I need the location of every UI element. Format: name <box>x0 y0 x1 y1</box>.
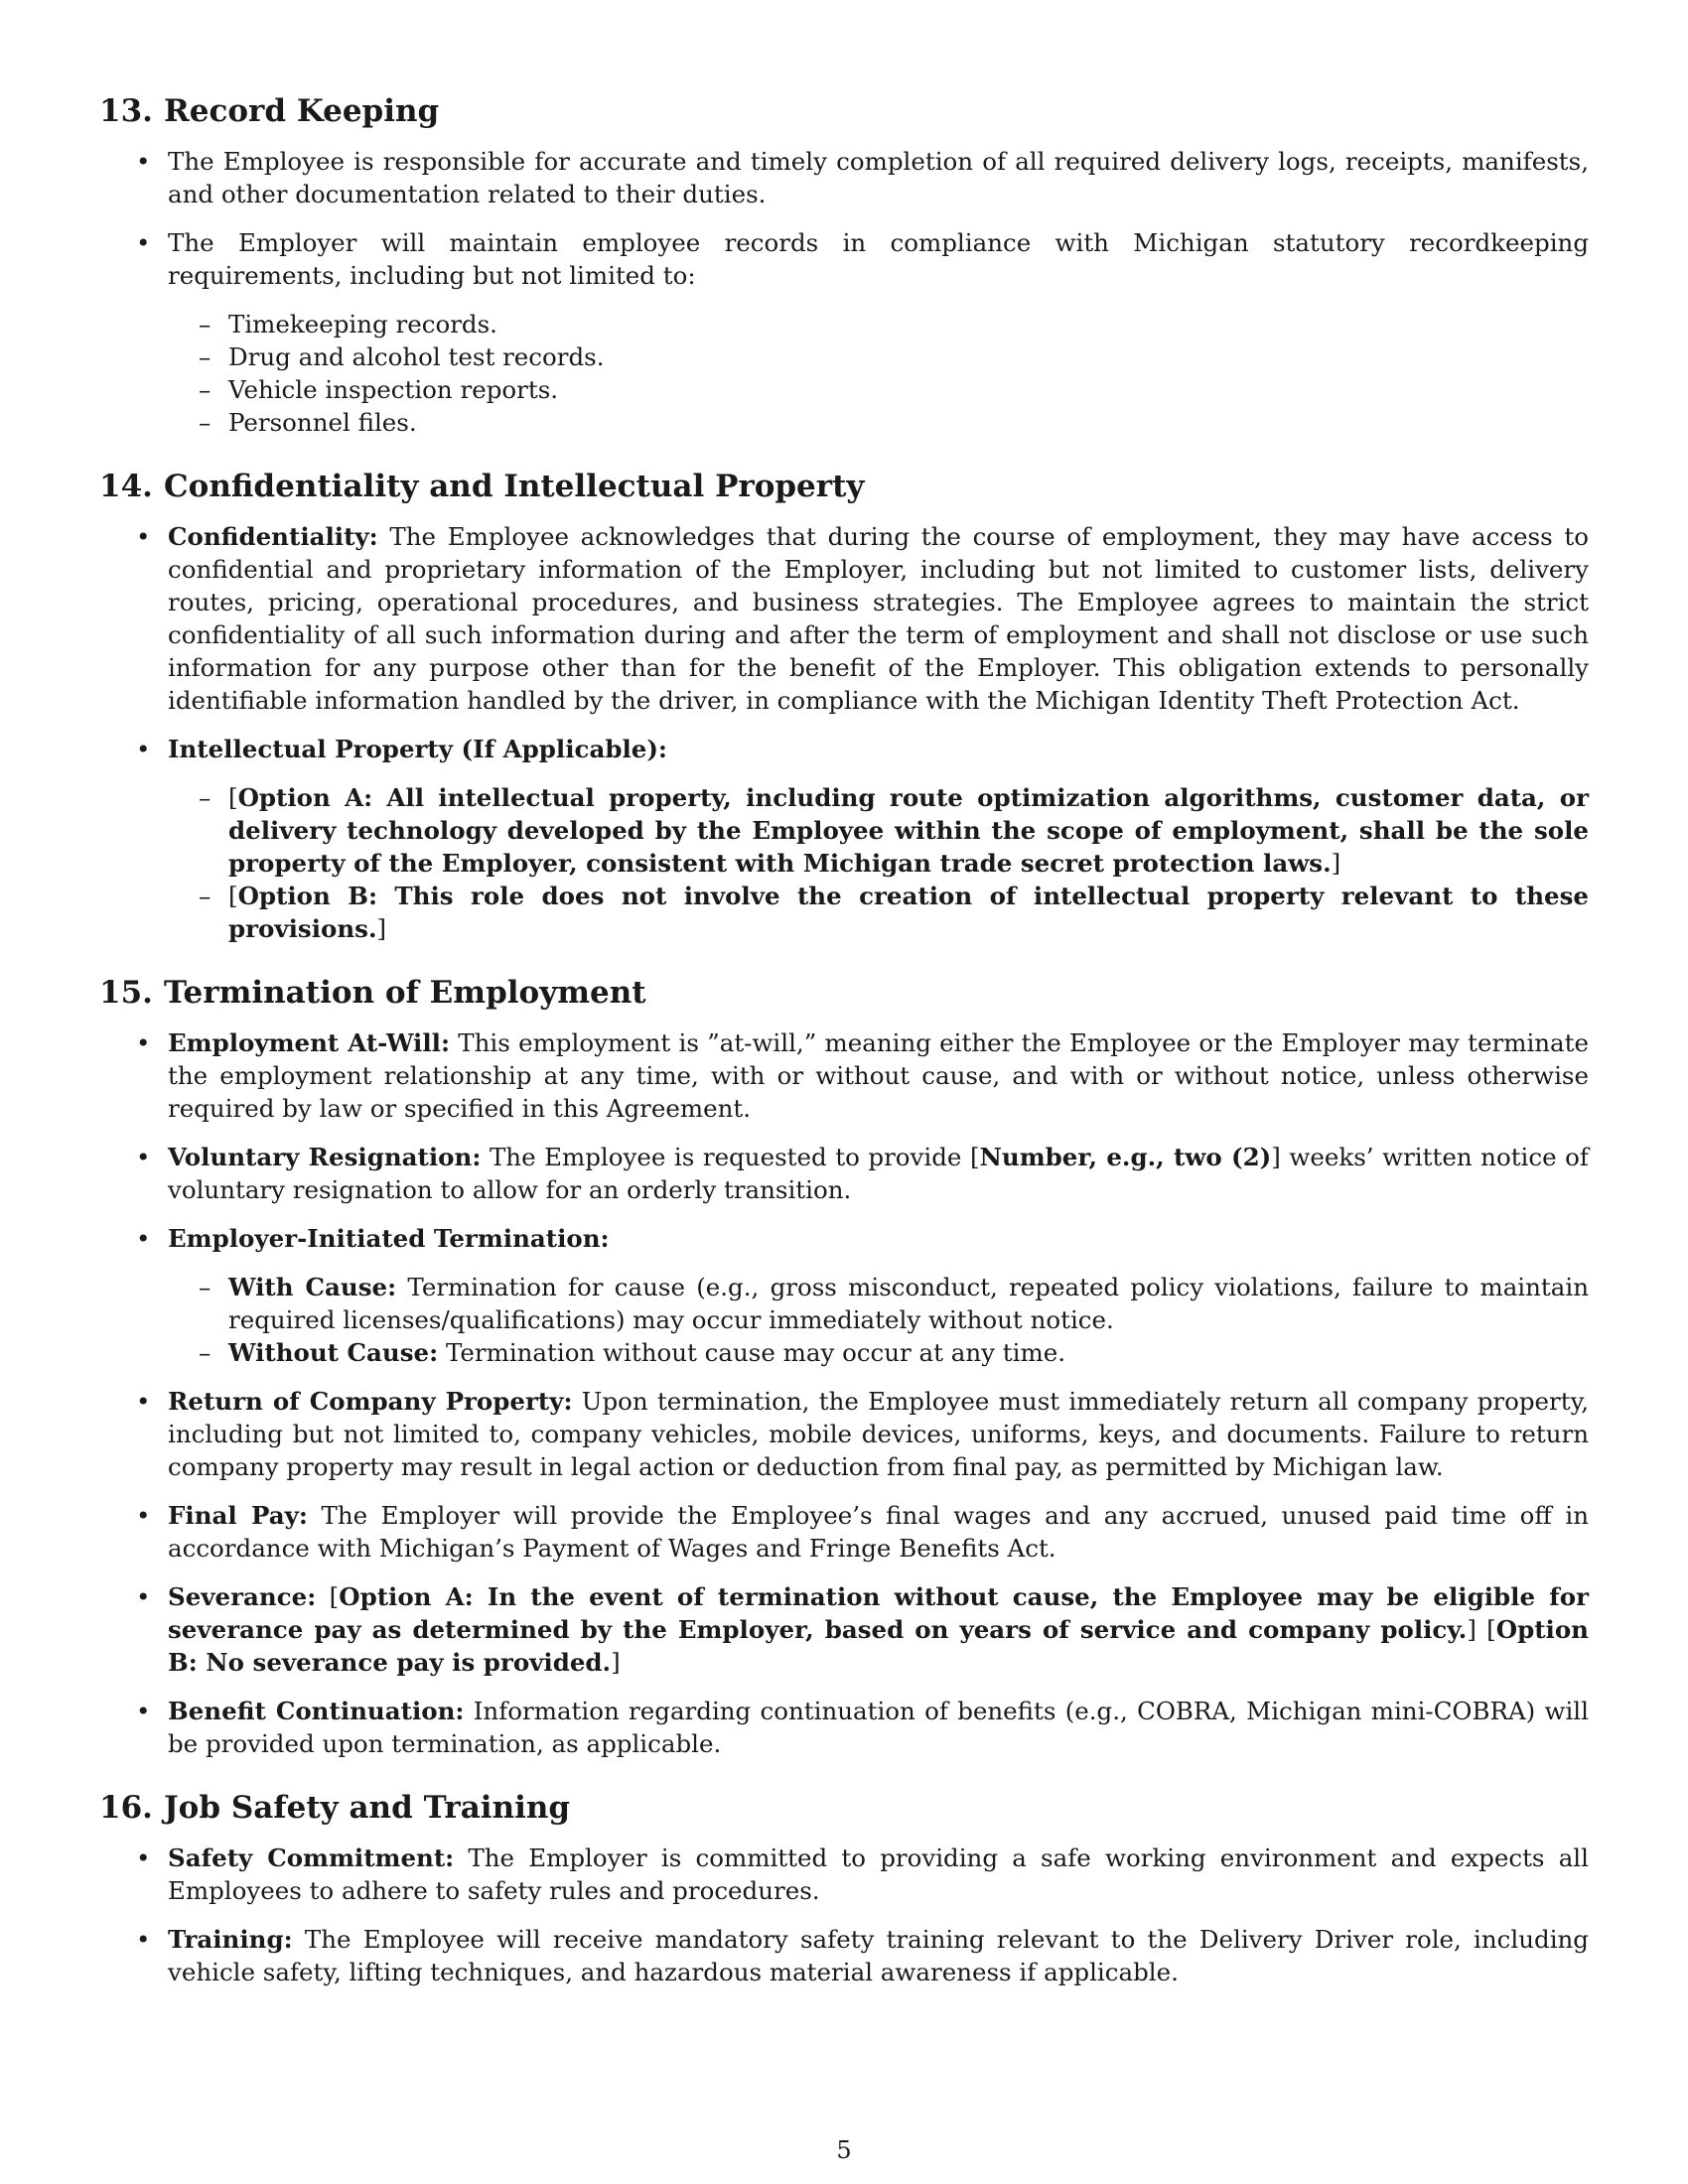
document-page <box>99 91 1589 2016</box>
sub-item: – Timekeeping records. <box>168 308 1589 341</box>
list-item <box>99 226 1589 439</box>
list-item <box>99 1026 1589 1125</box>
list-item <box>99 1222 1589 1369</box>
sub-item-text: Termination without cause may occur at any time. <box>445 1338 1065 1367</box>
item-label: Intellectual Property (If Applicable): <box>168 735 667 763</box>
list-item <box>99 733 1589 945</box>
section-number: 16. <box>99 1790 153 1826</box>
sub-list <box>168 308 1589 439</box>
sub-item <box>168 1271 1589 1336</box>
list-item <box>99 145 1589 210</box>
list-item <box>99 1923 1589 1988</box>
item-label: Voluntary Resignation: <box>168 1143 482 1171</box>
section-title: Termination of Employment <box>164 975 646 1011</box>
item-text: The Employee will receive mandatory safety training relevant to the Delivery Driver role, including vehicle safety, lifting techniques, and hazardous material awareness if applicable. <box>168 1925 1589 1986</box>
item-text: The Employee is responsible for accurate and timely completion of all required delivery logs, receipts, manifests, and other documentation related to their duties. <box>168 147 1589 208</box>
item-text: The Employer will provide the Employee’s final wages and any accrued, unused paid time off in accordance with Michigan’s Payment of Wages and Fringe Benefits Act. <box>168 1501 1589 1563</box>
page-number: 5 <box>836 2136 852 2164</box>
sub-item: – Personnel files. <box>168 406 1589 439</box>
item-label: Safety Commitment: <box>168 1843 455 1872</box>
section-number: 14. <box>99 469 153 504</box>
bracket-open: [ <box>228 882 238 910</box>
sub-item: – Drug and alcohol test records. <box>168 341 1589 373</box>
sub-item <box>168 781 1589 880</box>
item-text: The Employee is requested to provide <box>489 1143 962 1171</box>
item-label: Confidentiality: <box>168 522 378 551</box>
sub-list <box>168 781 1589 945</box>
sub-item-label: Without Cause: <box>228 1338 439 1367</box>
sub-list <box>168 1271 1589 1369</box>
item-text: The Employee acknowledges that during the course of employment, they may have access to confidential and proprietary information of the Employer, including but not limited to customer lists, delivery routes, pricing, operational procedures, and business strategies. The Employee agrees to maintain the strict confidentiality of all such information during and after the term of employment and shall not disclose or use such information for any purpose other than for the benefit of the Employer. This obligation extends to personally identifiable information handled by the driver, in compliance with the Michigan Identity Theft Protection Act. <box>168 522 1589 715</box>
option-text: Option A: In the event of termination without cause, the Employee may be eligible for severance pay as determined by the Employer, based on years of service and company policy. <box>168 1582 1589 1644</box>
sub-item: – Vehicle inspection reports. <box>168 373 1589 406</box>
item-label: Training: <box>168 1925 293 1954</box>
section-confidentiality <box>99 467 1589 945</box>
section-heading <box>99 91 1589 131</box>
list-item <box>99 520 1589 717</box>
section-number: 15. <box>99 975 153 1011</box>
option-text: Option B: No severance pay is provided. <box>168 1615 1589 1677</box>
sub-item-label: With Cause: <box>228 1273 397 1301</box>
list-item: • Voluntary Resignation: The Employee is requested to provide [Number, e.g., two (2)] weeks’ written notice of voluntary resignation to allow for an orderly transition. <box>99 1141 1589 1206</box>
section-title: Confidentiality and Intellectual Property <box>164 469 865 504</box>
bracket-close: ] <box>1331 849 1341 878</box>
sub-item <box>168 1336 1589 1369</box>
item-text: The Employer is committed to providing a safe working environment and expects all Employees to adhere to safety rules and procedures. <box>168 1843 1589 1905</box>
section-termination <box>99 973 1589 1760</box>
item-text: Upon termination, the Employee must immediately return all company property, including but not limited to, company vehicles, mobile devices, uniforms, keys, and documents. Failure to return company property may result in legal action or deduction from final pay, as permitted by Michigan law. <box>168 1387 1589 1481</box>
item-label: Severance: <box>168 1582 317 1611</box>
section-title: Record Keeping <box>164 93 440 129</box>
section-title: Job Safety and Training <box>164 1790 571 1826</box>
bracket-open: [ <box>228 783 238 812</box>
list-item <box>99 1499 1589 1565</box>
placeholder-text: Number, e.g., two (2) <box>979 1143 1272 1171</box>
bracket-close: ] <box>376 914 387 943</box>
option-text: Option B: This role does not involve the creation of intellectual property relevant to these provisions. <box>228 882 1589 943</box>
sub-item <box>168 880 1589 945</box>
section-job-safety <box>99 1788 1589 1988</box>
bullet-list <box>99 145 1589 439</box>
sub-item-text: Termination for cause (e.g., gross misconduct, repeated policy violations, failure to maintain required licenses/qualifications) may occur immediately without notice. <box>228 1273 1589 1334</box>
section-record-keeping <box>99 91 1589 439</box>
item-text: This employment is ”at-will,” meaning either the Employee or the Employer may terminate the employment relationship at any time, with or without cause, and with or without notice, unless otherwise required by law or specified in this Agreement. <box>168 1028 1590 1123</box>
bullet-list <box>99 1842 1589 1988</box>
list-item <box>99 1842 1589 1907</box>
section-number: 13. <box>99 93 153 129</box>
list-item <box>99 1695 1589 1760</box>
item-label: Employer-Initiated Termination: <box>168 1224 610 1253</box>
item-text: weeks’ written notice of voluntary resignation to allow for an orderly transition. <box>168 1143 1589 1204</box>
item-text: The Employer will maintain employee records in compliance with Michigan statutory recordkeeping requirements, including but not limited to: <box>168 228 1589 290</box>
item-label: Return of Company Property: <box>168 1387 573 1416</box>
section-heading <box>99 1788 1589 1828</box>
item-label: Employment At-Will: <box>168 1028 451 1057</box>
bullet-list <box>99 520 1589 945</box>
option-text: Option A: All intellectual property, including route optimization algorithms, customer data, or delivery technology developed by the Employee within the scope of employment, shall be the sole property of the Employer, consistent with Michigan trade secret protection laws. <box>228 783 1589 878</box>
item-label: Benefit Continuation: <box>168 1697 465 1725</box>
list-item <box>99 1385 1589 1483</box>
section-heading <box>99 467 1589 506</box>
item-label: Final Pay: <box>168 1501 308 1530</box>
item-text: Information regarding continuation of benefits (e.g., COBRA, Michigan mini-COBRA) will be provided upon termination, as applicable. <box>168 1697 1589 1758</box>
section-heading <box>99 973 1589 1013</box>
bullet-list <box>99 1026 1589 1760</box>
list-item: • Severance: [Option A: In the event of termination without cause, the Employee may be eligible for severance pay as determined by the Employer, based on years of service and company policy.] [Option B: No severance pay is provided.] <box>99 1580 1589 1679</box>
